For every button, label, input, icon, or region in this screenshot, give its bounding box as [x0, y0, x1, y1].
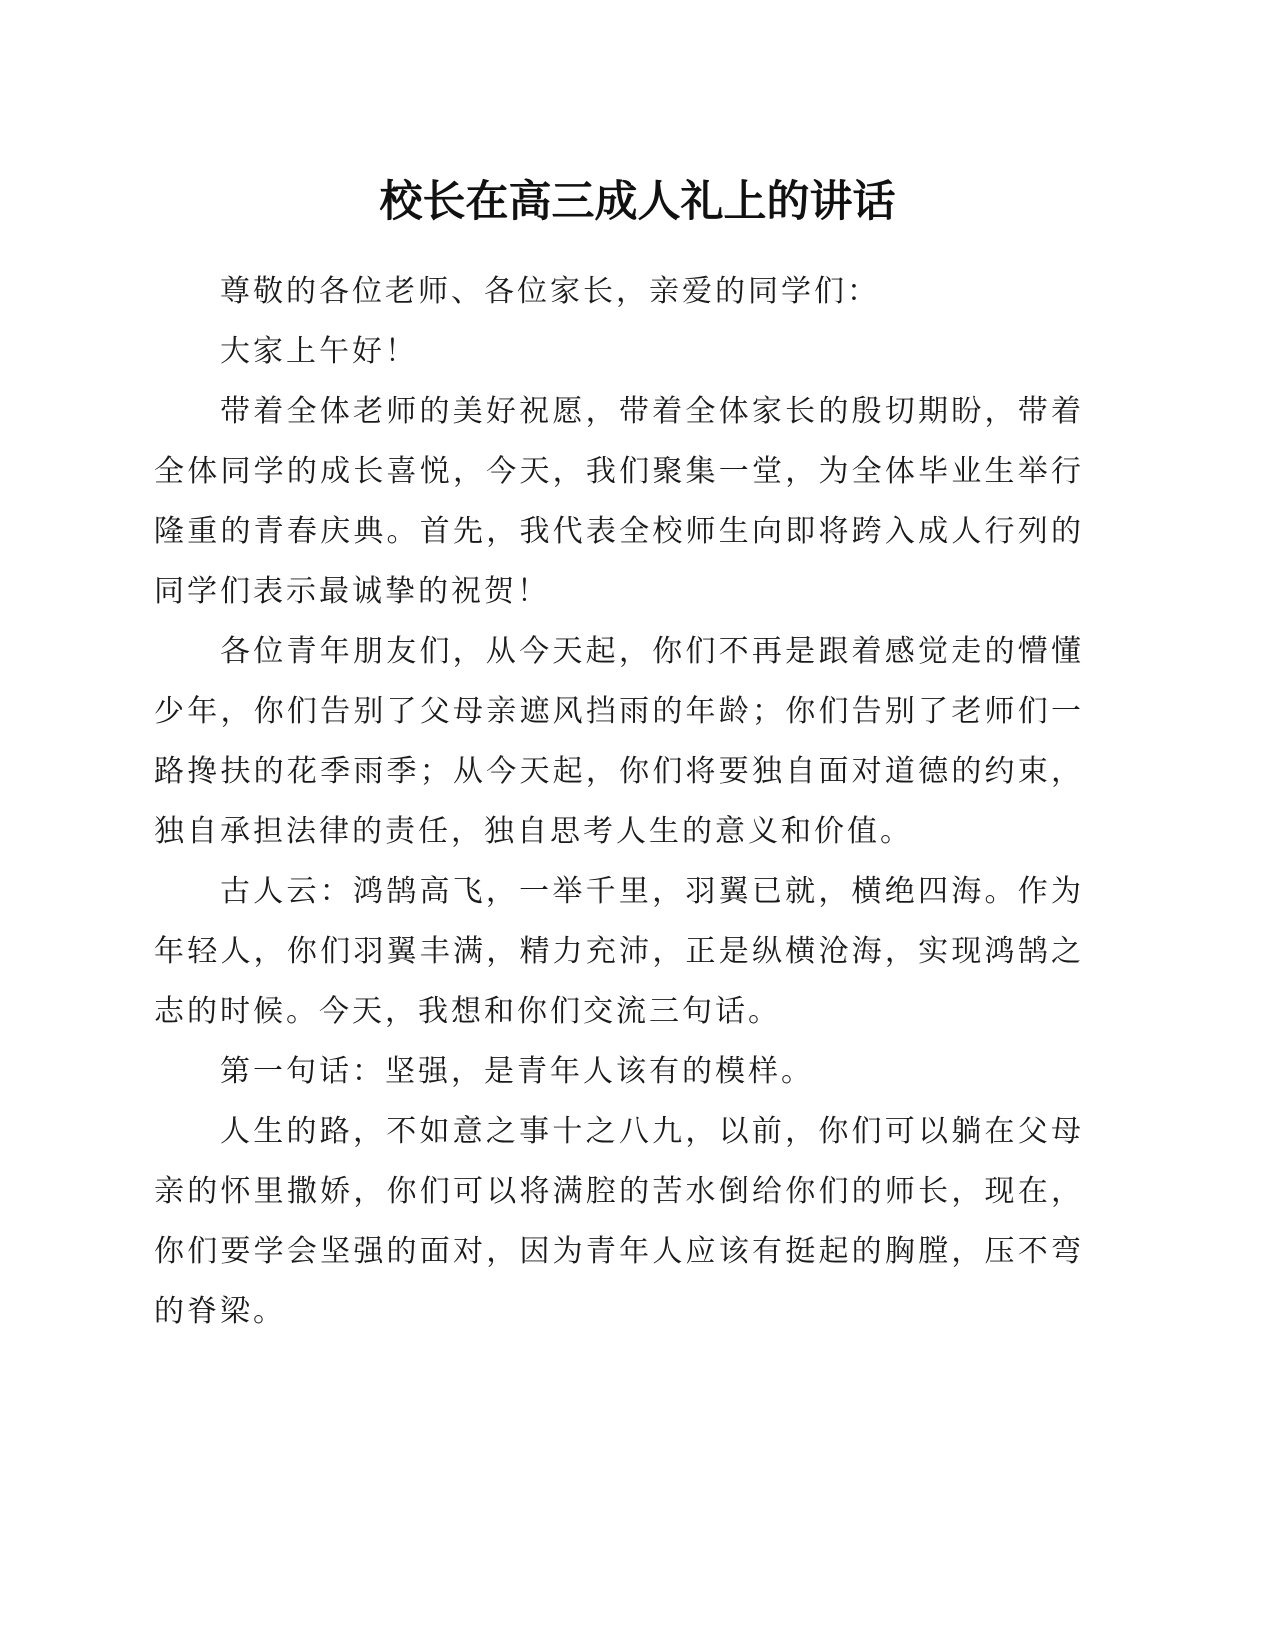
paragraph-congratulations: 带着全体老师的美好祝愿，带着全体家长的殷切期盼，带着全体同学的成长喜悦，今天，我们聚集一堂，为全体毕业生举行隆重的青春庆典。首先，我代表全校师生向即将跨入成人行列的同学们表示最诚挚的祝贺！ [154, 394, 1084, 609]
greeting: 大家上午好！ [220, 334, 418, 369]
document-title: 校长在高三成人礼上的讲话 [379, 177, 896, 227]
paragraph-first-point: 第一句话：坚强，是青年人该有的模样。 [220, 1054, 814, 1089]
paragraph-ancient-saying: 古人云：鸿鹄高飞，一举千里，羽翼已就，横绝四海。作为年轻人，你们羽翼丰满，精力充沛，正是纵横沧海，实现鸿鹄之志的时候。今天，我想和你们交流三句话。 [154, 874, 1084, 1029]
document-body [154, 262, 1084, 1342]
salutation: 尊敬的各位老师、各位家长，亲爱的同学们： [220, 274, 880, 309]
paragraph-strength: 人生的路，不如意之事十之八九，以前，你们可以躺在父母亲的怀里撒娇，你们可以将满腔的苦水倒给你们的师长，现在，你们要学会坚强的面对，因为青年人应该有挺起的胸膛，压不弯的脊梁。 [154, 1114, 1084, 1329]
paragraph-adulthood: 各位青年朋友们，从今天起，你们不再是跟着感觉走的懵懂少年，你们告别了父母亲遮风挡雨的年龄；你们告别了老师们一路搀扶的花季雨季；从今天起，你们将要独自面对道德的约束，独自承担法律的责任，独自思考人生的意义和价值。 [154, 634, 1084, 849]
